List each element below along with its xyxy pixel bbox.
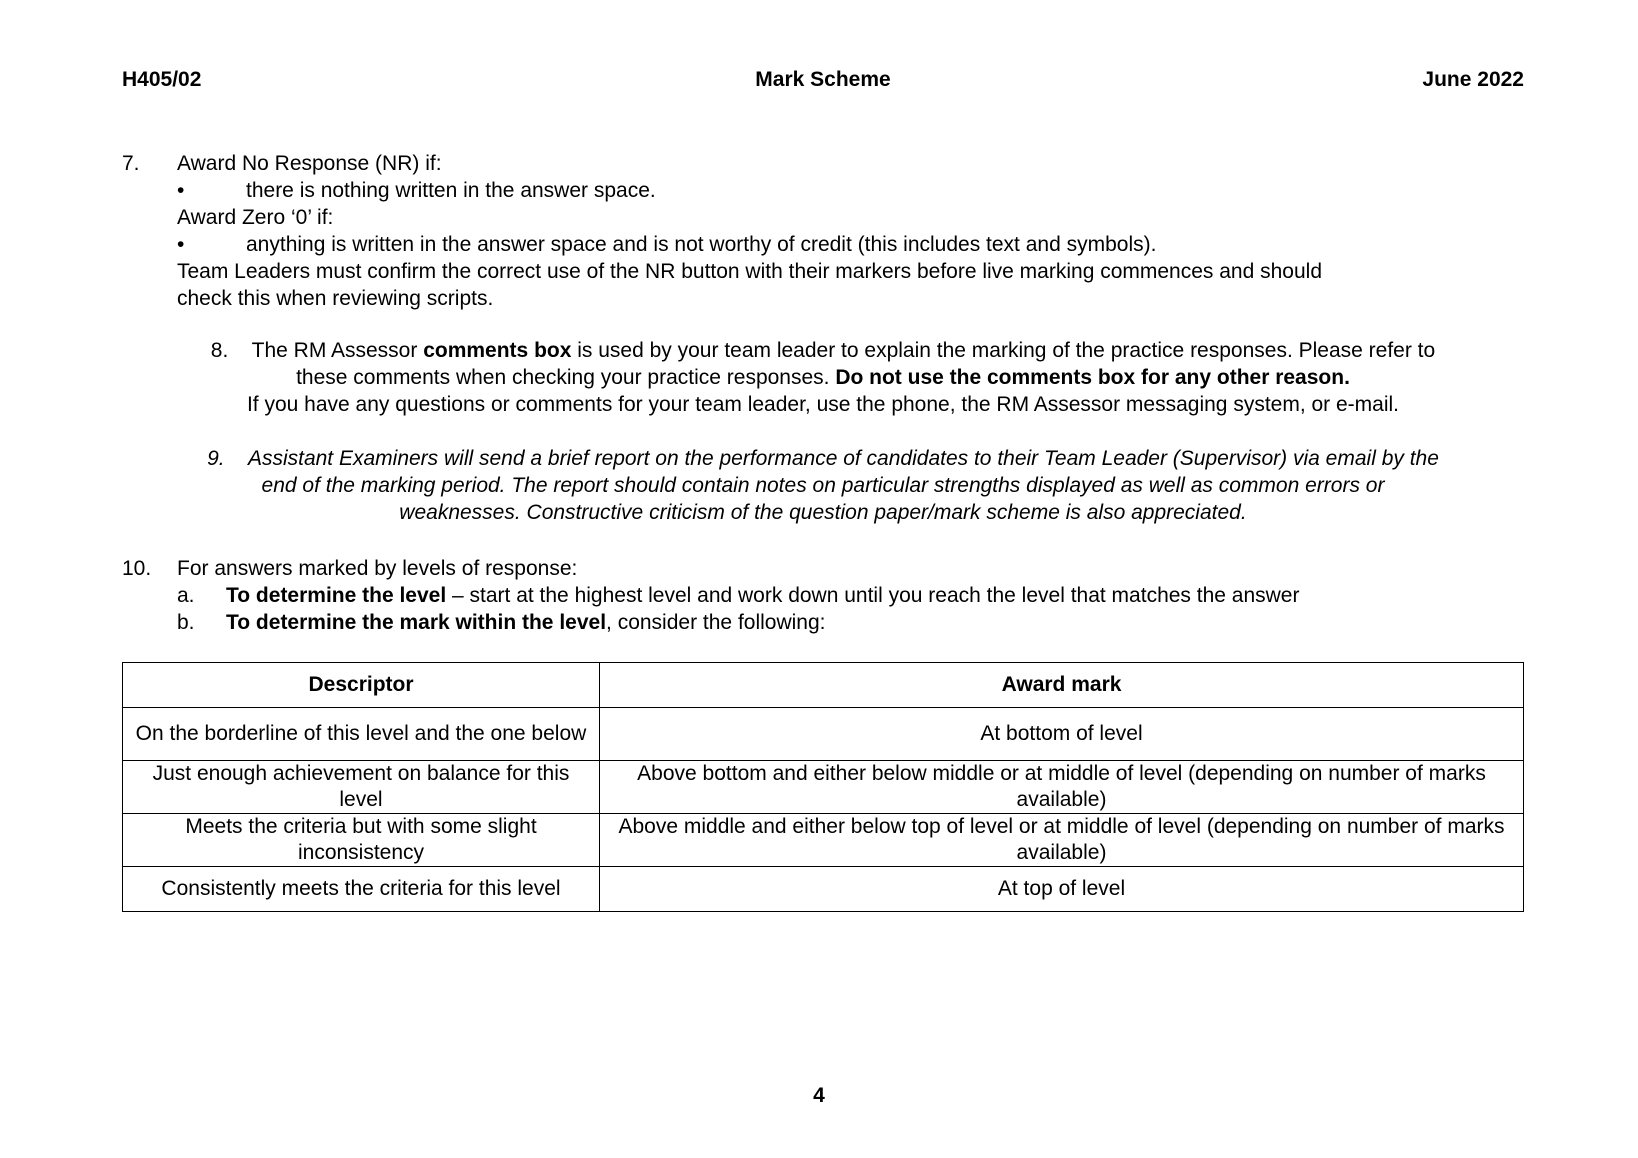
item-text: Assistant Examiners will send a brief report on the performance of candidates to their Team Leader (Supervisor) via email by the [247, 447, 1439, 470]
levels-table [122, 662, 1524, 912]
paper-code: H405/02 [122, 68, 202, 91]
item-text: Award Zero ‘0’ if: [177, 206, 334, 229]
header-title: Mark Scheme [755, 68, 891, 91]
header-date: June 2022 [1422, 68, 1524, 91]
sub-item-text [226, 582, 1299, 609]
page-header [122, 66, 1524, 96]
item-line [122, 445, 1524, 472]
item-text: Award No Response (NR) if: [177, 152, 442, 175]
descriptor-cell: Consistently meets the criteria for this level [123, 867, 600, 912]
descriptor-cell: On the borderline of this level and the one below [123, 708, 600, 761]
item-line: weaknesses. Constructive criticism of the question paper/mark scheme is also appreciated. [399, 501, 1247, 524]
item-text: is used by your team leader to explain the marking of the practice responses. Please refer to [571, 339, 1436, 362]
column-header-descriptor: Descriptor [123, 663, 600, 708]
award-mark-cell: At bottom of level [600, 708, 1524, 761]
instruction-item-9 [122, 445, 1524, 526]
award-mark-cell: Above bottom and either below middle or at middle of level (depending on number of marks available) [600, 761, 1524, 814]
item-line [122, 364, 1524, 391]
sub-item-bold: To determine the level [226, 584, 447, 607]
sub-item-rest: , consider the following: [606, 611, 826, 634]
item-line [122, 337, 1524, 364]
sub-item-label: a. [177, 584, 195, 607]
table-header-row [123, 663, 1524, 708]
item-text: Team Leaders must confirm the correct use of the NR button with their markers before live marking commences and should [177, 260, 1323, 283]
bullet-icon: • [177, 179, 185, 202]
descriptor-cell: Just enough achievement on balance for this level [123, 761, 600, 814]
item-text: The RM Assessor [251, 339, 424, 362]
item-text-bold: comments box [423, 339, 572, 362]
item-text: these comments when checking your practice responses. [296, 366, 836, 389]
item-text: For answers marked by levels of response: [177, 557, 578, 580]
item-text: check this when reviewing scripts. [177, 287, 494, 310]
item-text-bold: Do not use the comments box for any other reason. [835, 366, 1350, 389]
award-mark-cell: Above middle and either below top of level or at middle of level (depending on number of marks available) [600, 814, 1524, 867]
item-number: 10. [122, 557, 152, 580]
instruction-item-8 [122, 337, 1524, 418]
column-header-award-mark: Award mark [600, 663, 1524, 708]
bullet-text: anything is written in the answer space and is not worthy of credit (this includes text and symbols). [246, 233, 1157, 256]
sub-item-bold: To determine the mark within the level [226, 611, 607, 634]
award-mark-cell: At top of level [600, 867, 1524, 912]
table-row [123, 761, 1524, 814]
table-row [123, 867, 1524, 912]
table-row [123, 708, 1524, 761]
item-line: end of the marking period. The report should contain notes on particular strengths displayed as well as common errors or [261, 474, 1385, 497]
sub-item-rest: – start at the highest level and work down until you reach the level that matches the answer [446, 584, 1300, 607]
sub-item-text [226, 609, 826, 636]
item-number: 7. [122, 152, 140, 175]
descriptor-cell: Meets the criteria but with some slight inconsistency [123, 814, 600, 867]
item-number: 8. [210, 339, 229, 362]
table-row [123, 814, 1524, 867]
bullet-icon: • [177, 233, 185, 256]
item-line: If you have any questions or comments for your team leader, use the phone, the RM Assessor messaging system, or e-mail. [246, 393, 1400, 416]
page-number: 4 [813, 1084, 825, 1107]
sub-item-label: b. [177, 611, 195, 634]
bullet-text: there is nothing written in the answer space. [246, 179, 656, 202]
item-number: 9. [207, 447, 225, 470]
